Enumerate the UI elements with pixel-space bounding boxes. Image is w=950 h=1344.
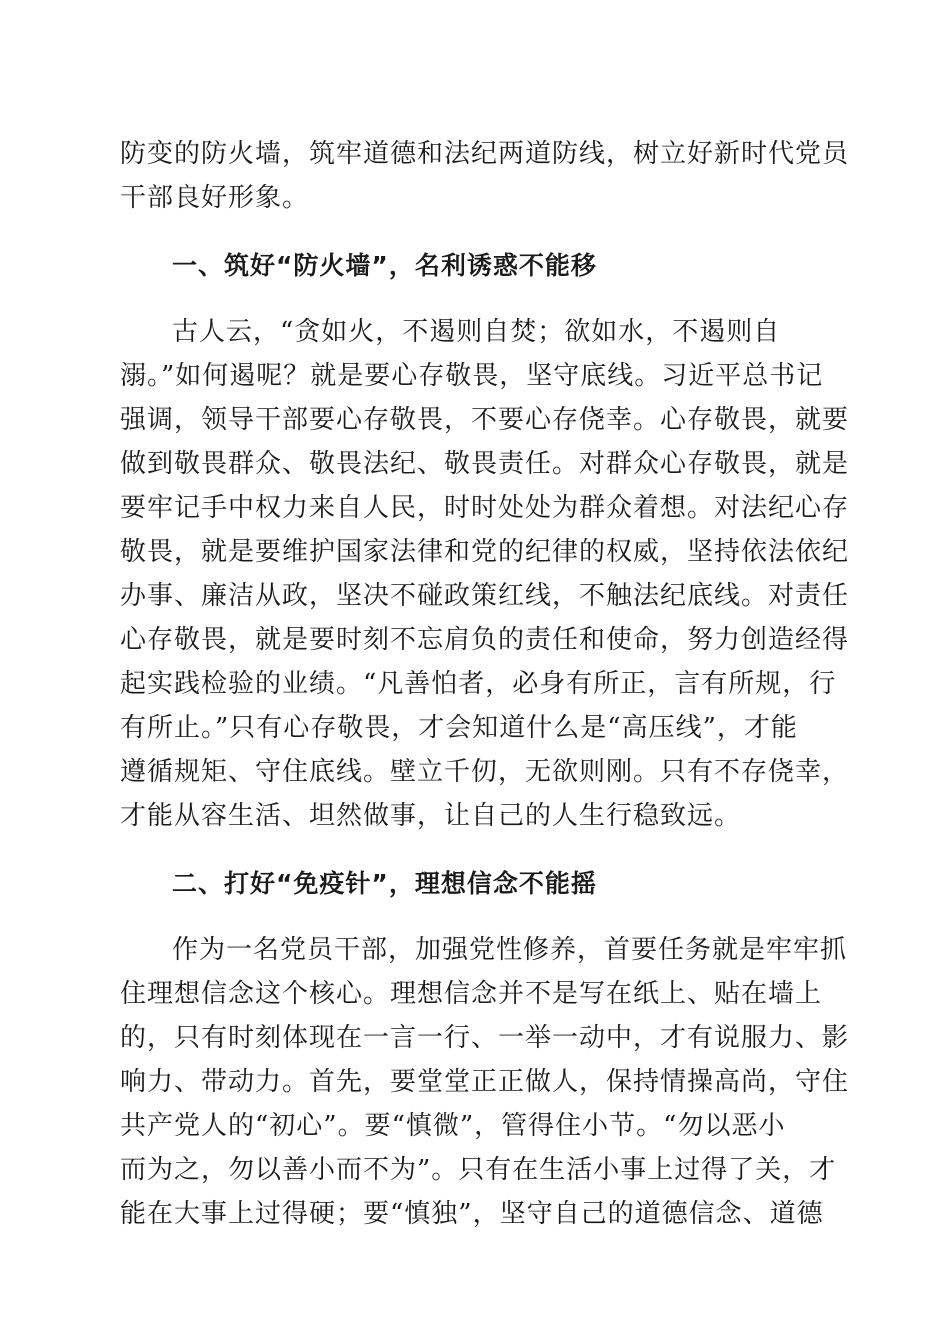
- text-line: 做到敬畏群众、敬畏法纪、敬畏责任。对群众心存敬畏，就是: [120, 449, 850, 479]
- section-1-paragraph: [120, 310, 850, 838]
- section-heading-1: 一、筑好“防火墙”，名利诱惑不能移: [172, 251, 597, 280]
- text-line: 古人云，“贪如火，不遏则自焚；欲如水，不遏则自: [172, 317, 781, 347]
- intro-paragraph: [120, 132, 850, 220]
- text-line: 防变的防火墙，筑牢道德和法纪两道防线，树立好新时代党员: [120, 139, 850, 169]
- text-line: 心存敬畏，就是要时刻不忘肩负的责任和使命，努力创造经得: [120, 625, 850, 655]
- text-line: 作为一名党员干部，加强党性修养，首要任务就是牢牢抓: [172, 935, 848, 965]
- text-line: 起实践检验的业绩。“凡善怕者，必身有所正，言有所规，行: [120, 669, 837, 699]
- text-line: 的，只有时刻体现在一言一行、一举一动中，才有说服力、影: [120, 1023, 850, 1053]
- section-heading-2: 二、打好“免疫针”，理想信念不能摇: [172, 869, 597, 898]
- text-line: 住理想信念这个核心。理想信念并不是写在纸上、贴在墙上: [120, 979, 823, 1009]
- text-line: 才能从容生活、坦然做事，让自己的人生行稳致远。: [120, 801, 742, 831]
- text-line: 要牢记手中权力来自人民，时时处处为群众着想。对法纪心存: [120, 493, 850, 523]
- text-line: 强调，领导干部要心存敬畏，不要心存侥幸。心存敬畏，就要: [120, 405, 850, 435]
- text-line: 而为之，勿以善小而不为”。只有在生活小事上过得了关，才: [120, 1155, 837, 1185]
- text-line: 能在大事上过得硬；要“慎独”，坚守自己的道德信念、道德: [120, 1199, 824, 1229]
- text-line: 有所止。”只有心存敬畏，才会知道什么是“高压线”，才能: [120, 713, 798, 743]
- text-line: 敬畏，就是要维护国家法律和党的纪律的权威，坚持依法依纪: [120, 537, 850, 567]
- text-line: 响力、带动力。首先，要堂堂正正做人，保持情操高尚，守住: [120, 1067, 850, 1097]
- document-body: [120, 132, 850, 1236]
- text-line: 溺。”如何遏呢？就是要心存敬畏，坚守底线。习近平总书记: [120, 361, 824, 391]
- section-2-paragraph: [120, 928, 850, 1236]
- text-line: 干部良好形象。: [120, 183, 310, 213]
- text-line: 办事、廉洁从政，坚决不碰政策红线，不触法纪底线。对责任: [120, 581, 850, 611]
- text-line: 遵循规矩、守住底线。壁立千仞，无欲则刚。只有不存侥幸，: [120, 757, 850, 787]
- text-line: 共产党人的“初心”。要“慎微”，管得住小节。“勿以恶小: [120, 1111, 786, 1141]
